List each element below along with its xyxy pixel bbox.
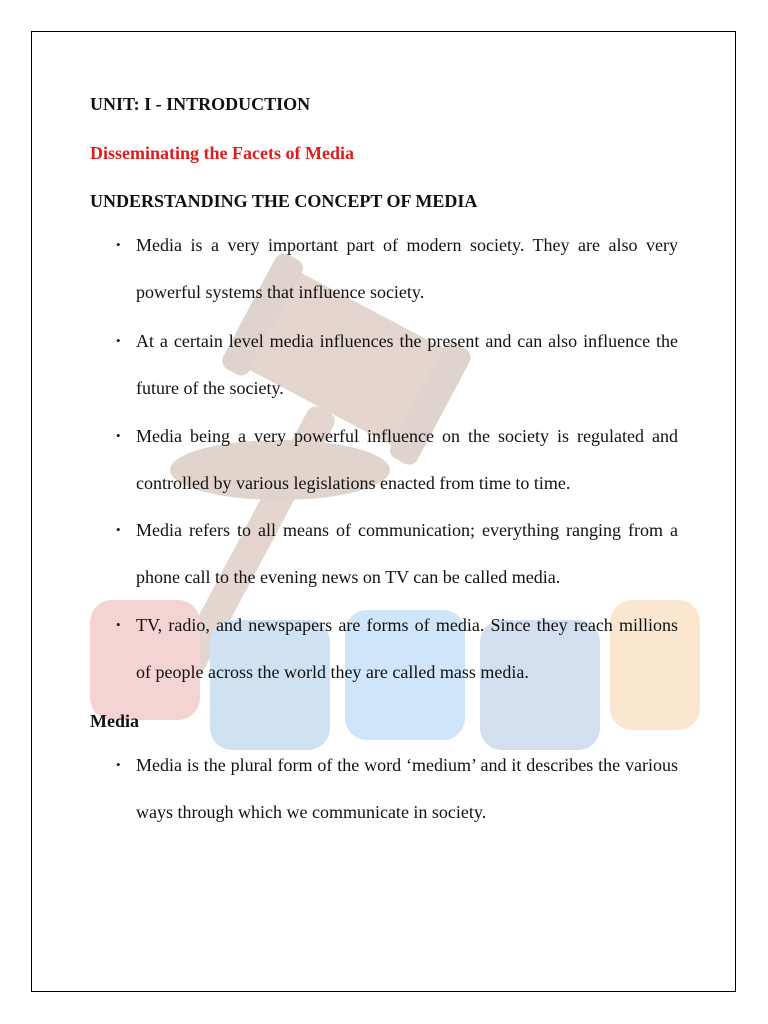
bullet-icon: • <box>116 333 121 348</box>
list-item-text: Media is a very important part of modern society. They are also very powerful systems that influence society. <box>136 235 678 302</box>
bullet-icon: • <box>116 522 121 537</box>
list-item-text: TV, radio, and newspapers are forms of media. Since they reach millions of people across the world they are called mass media. <box>136 615 678 682</box>
unit-heading: UNIT: I - INTRODUCTION <box>90 94 311 114</box>
list-item-text: At a certain level media influences the present and can also influence the future of the society. <box>136 331 678 398</box>
bullet-icon: • <box>116 617 121 632</box>
subtitle: Disseminating the Facets of Media <box>90 143 354 163</box>
bullet-icon: • <box>116 237 121 252</box>
media-heading: Media <box>90 711 139 731</box>
bullet-icon: • <box>116 757 121 772</box>
list-item-text: Media being a very powerful influence on the society is regulated and controlled by various legislations enacted from time to time. <box>136 426 678 493</box>
section-heading: UNDERSTANDING THE CONCEPT OF MEDIA <box>90 191 478 211</box>
list-item-text: Media refers to all means of communication; everything ranging from a phone call to the evening news on TV can be called media. <box>136 520 678 587</box>
list-item-text: Media is the plural form of the word ‘medium’ and it describes the various ways through which we communicate in society. <box>136 755 678 822</box>
bullet-icon: • <box>116 428 121 443</box>
